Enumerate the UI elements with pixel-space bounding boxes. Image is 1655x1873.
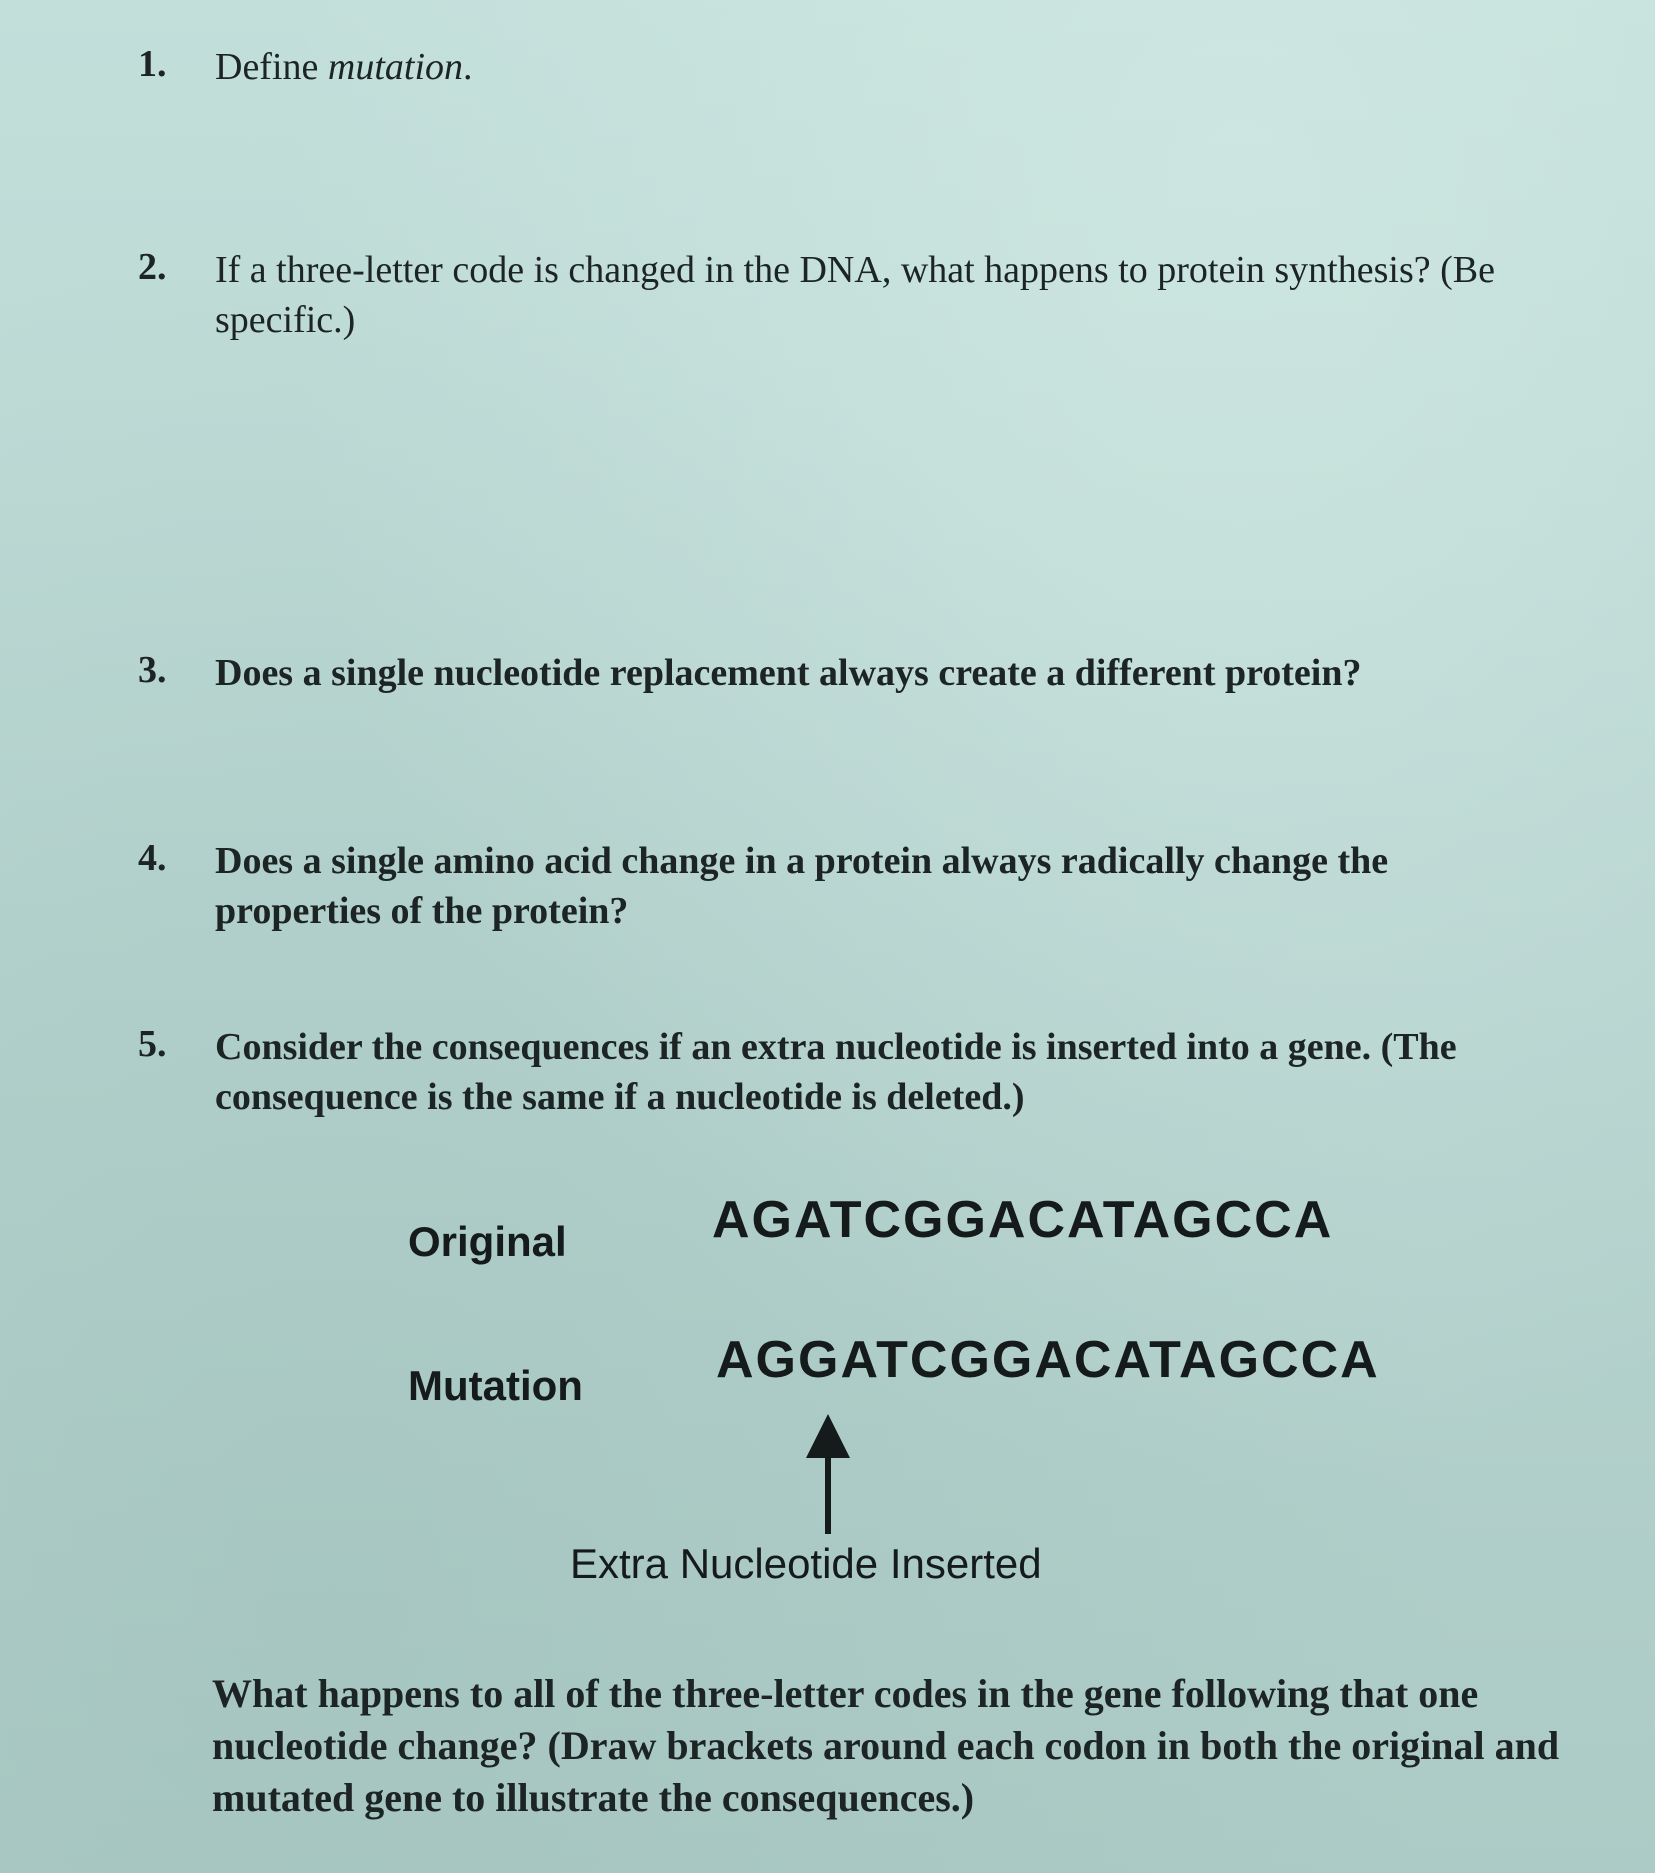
mutation-label: Mutation: [408, 1362, 583, 1409]
question-1-text-after: .: [463, 46, 473, 88]
question-1-text: [215, 42, 1545, 92]
question-5-number: 5.: [138, 1023, 167, 1065]
original-sequence: AGATCGGACATAGCCA: [712, 1191, 1334, 1249]
question-4-number: 4.: [138, 837, 167, 879]
arrow-caption: Extra Nucleotide Inserted: [570, 1540, 1042, 1587]
question-3-text: Does a single nucleotide replacement always create a different protein?: [215, 652, 1362, 694]
question-1-term: mutation: [327, 46, 464, 88]
question-2-text: If a three-letter code is changed in the DNA, what happens to protein synthesis? (Be specific.): [215, 249, 1495, 341]
original-label: Original: [408, 1218, 567, 1265]
question-5-text: Consider the consequences if an extra nucleotide is inserted into a gene. (The consequence is the same if a nucleotide is deleted.): [215, 1026, 1457, 1118]
mutation-sequence: AGGATCGGACATAGCCA: [716, 1331, 1380, 1389]
question-1-text-before: Define: [215, 46, 328, 88]
followup-question: What happens to all of the three-letter codes in the gene following that one nucleotide change? (Draw brackets around each codon in both the original and mutated gene to illustrate the consequences.): [212, 1671, 1560, 1820]
question-4-text: Does a single amino acid change in a protein always radically change the properties of the protein?: [215, 840, 1389, 932]
question-2-number: 2.: [138, 246, 167, 288]
question-3-number: 3.: [138, 649, 167, 691]
insertion-arrow-icon: [800, 1412, 856, 1536]
question-1-number: 1.: [138, 43, 167, 85]
